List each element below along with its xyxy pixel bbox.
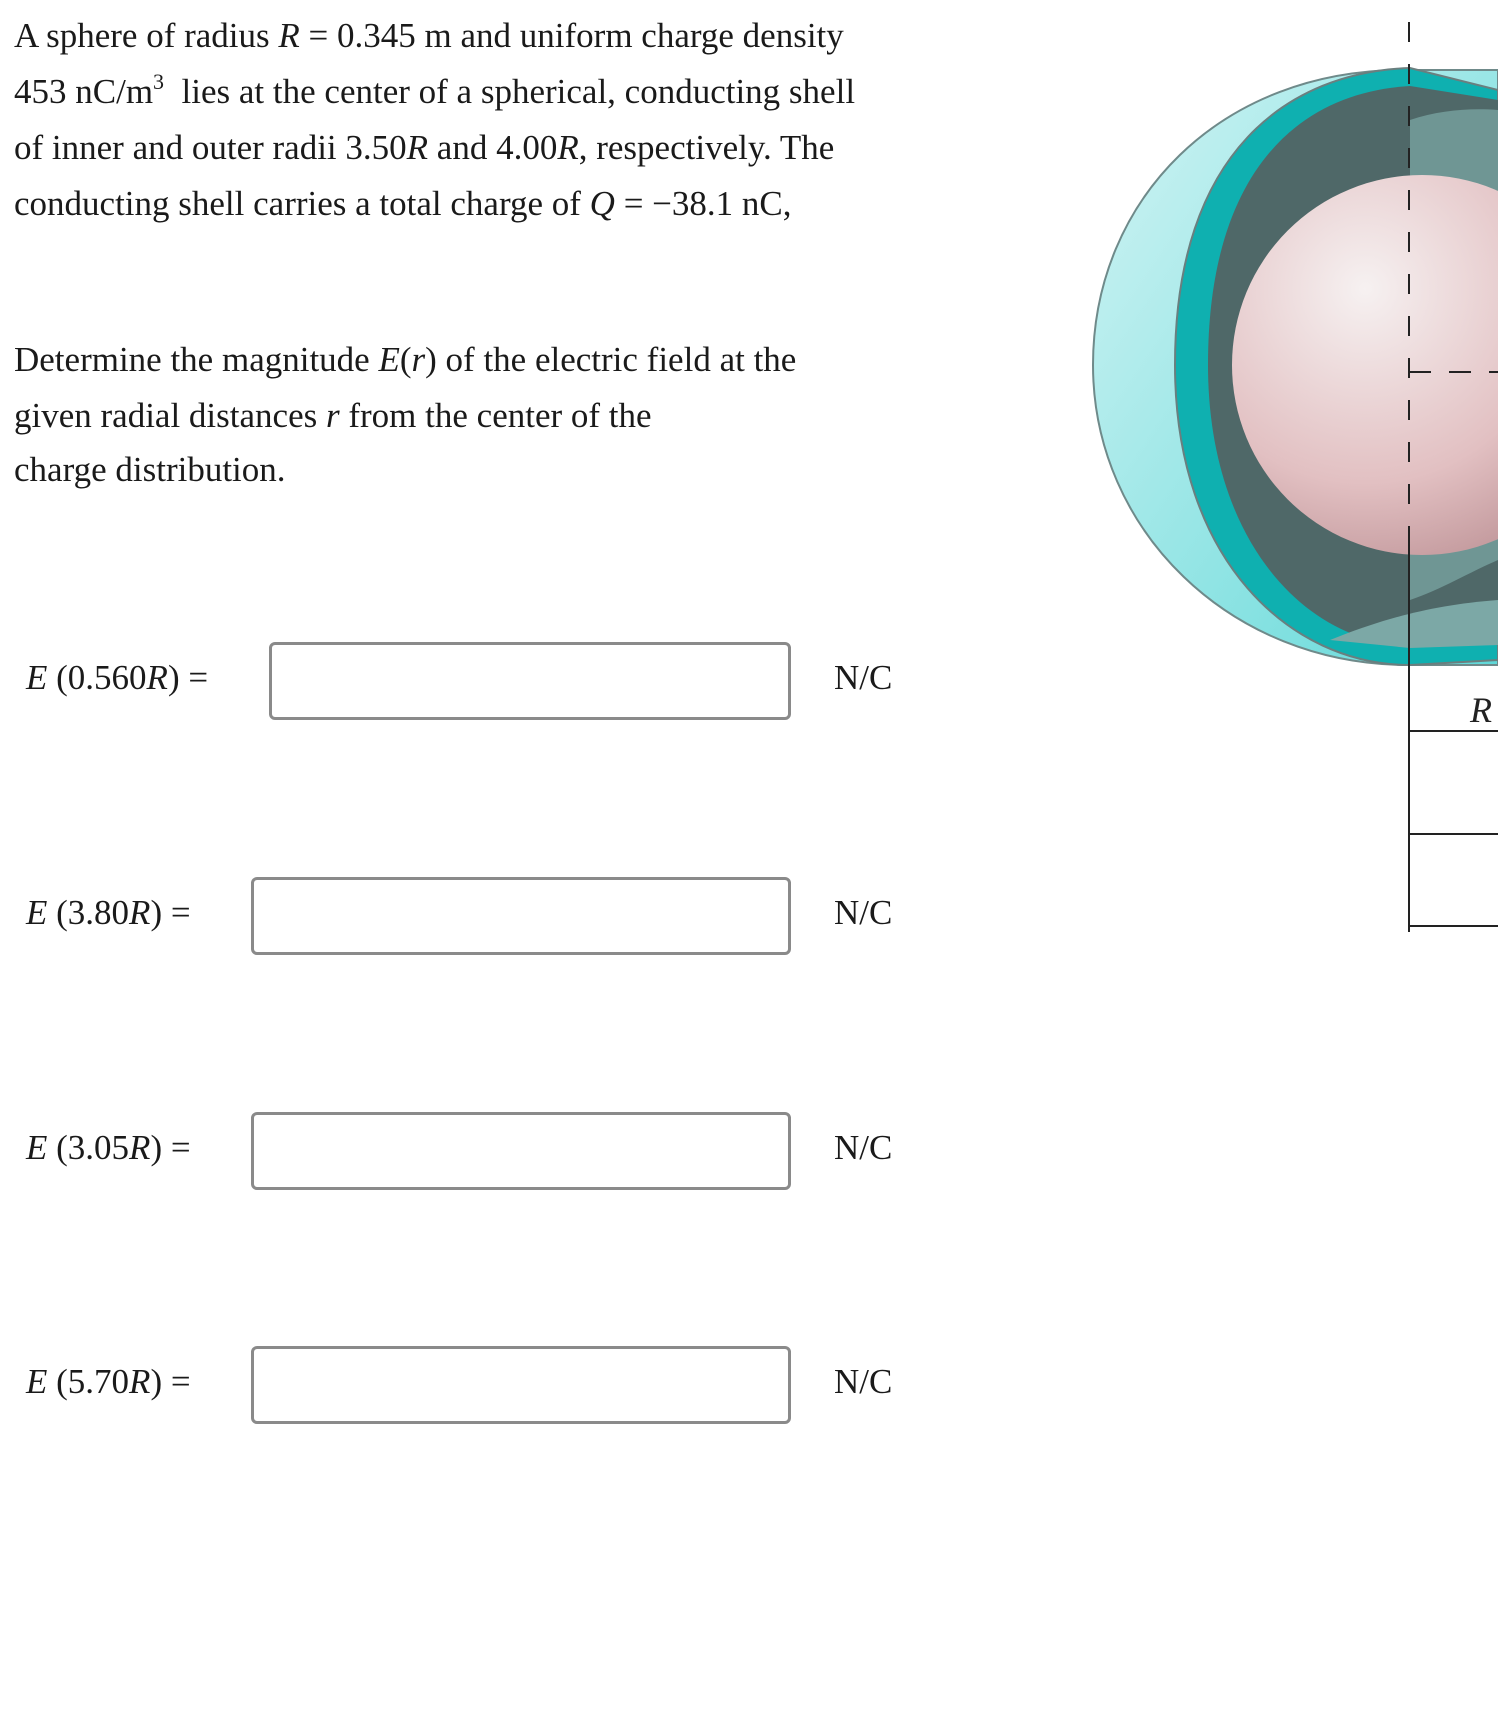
text-segment: (: [47, 893, 68, 932]
variable-E: E: [26, 1128, 48, 1167]
answer-label: [26, 1362, 191, 1402]
text-segment: (: [47, 1128, 68, 1167]
text-segment: given radial distances: [14, 396, 326, 435]
text-segment: conducting shell carries a total charge of: [14, 184, 590, 223]
text-segment: from the center of the: [339, 396, 652, 435]
text-segment: 5.70: [67, 1362, 130, 1401]
problem-line-1: [14, 8, 914, 64]
text-segment: and 4.00: [428, 128, 558, 167]
text-segment: (: [399, 340, 412, 379]
problem-line-3: [14, 120, 914, 176]
answer-row: [0, 642, 950, 726]
variable-R: R: [129, 1362, 151, 1401]
exponent: 3: [153, 69, 165, 94]
text-segment: (: [47, 1362, 68, 1401]
variable-Q: Q: [589, 184, 615, 223]
text-segment: ) =: [150, 1362, 191, 1401]
question-line-2: [14, 388, 914, 444]
variable-E: E: [26, 893, 48, 932]
text-segment: lies at the center of a spherical, conducting shell: [164, 72, 856, 111]
question-line-1: [14, 332, 914, 388]
sphere-shell-figure: [1080, 0, 1498, 940]
answer-row: [0, 1112, 950, 1196]
unit-label: N/C: [834, 893, 893, 932]
text-segment: ) =: [150, 1128, 191, 1167]
question-line-3: charge distribution.: [14, 450, 286, 489]
answer-label: [26, 893, 191, 933]
text-segment: 0.560: [67, 658, 147, 697]
answer-label: [26, 658, 208, 698]
text-segment: 3.80: [67, 893, 130, 932]
variable-R: R: [406, 128, 429, 167]
problem-statement: [14, 8, 914, 232]
variable-E: E: [26, 1362, 48, 1401]
text-segment: = 0.345 m and uniform charge density: [299, 16, 844, 55]
unit-label: N/C: [834, 1128, 893, 1167]
text-segment: 453 nC/m: [14, 72, 154, 111]
text-segment: 3.05: [67, 1128, 130, 1167]
text-segment: ) =: [150, 893, 191, 932]
text-segment: of inner and outer radii 3.50: [14, 128, 407, 167]
unit-label: N/C: [834, 1362, 893, 1401]
answer-input[interactable]: [269, 642, 791, 720]
unit-label: N/C: [834, 658, 893, 697]
variable-r: r: [411, 340, 426, 379]
problem-line-4: [14, 176, 914, 232]
variable-E: E: [378, 340, 400, 379]
answer-row: [0, 1346, 950, 1430]
answer-input[interactable]: [251, 877, 791, 955]
text-segment: = −38.1 nC,: [614, 184, 792, 223]
answer-label: [26, 1128, 191, 1168]
question-statement: [14, 332, 914, 496]
text-segment: ) of the electric field at the: [425, 340, 797, 379]
text-segment: ) =: [167, 658, 209, 697]
text-segment: (: [47, 658, 68, 697]
variable-R: R: [129, 893, 151, 932]
answer-row: [0, 877, 950, 961]
problem-line-2: [14, 64, 914, 120]
answer-input[interactable]: [251, 1112, 791, 1190]
variable-R: R: [557, 128, 579, 167]
text-segment: A sphere of radius: [14, 16, 279, 55]
answer-input[interactable]: [251, 1346, 791, 1424]
variable-E: E: [26, 658, 48, 697]
text-segment: Determine the magnitude: [14, 340, 379, 379]
variable-R: R: [278, 16, 300, 55]
variable-R: R: [129, 1128, 151, 1167]
text-segment: , respectively. The: [578, 128, 835, 167]
variable-r: r: [325, 396, 340, 435]
variable-R: R: [146, 658, 168, 697]
radius-label: R: [1470, 690, 1492, 730]
